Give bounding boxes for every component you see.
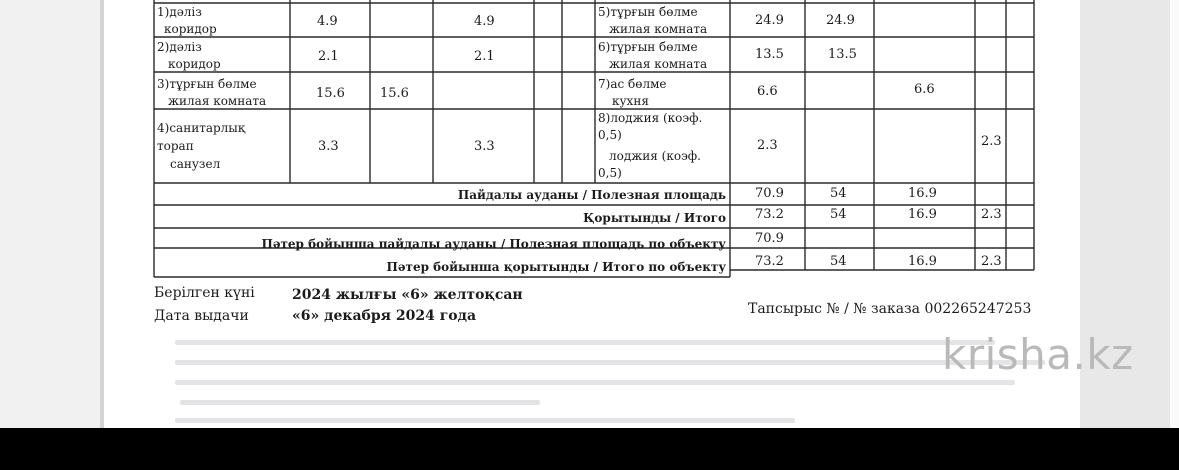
room-1-label-ru: коридор: [164, 22, 217, 36]
object-total-aux: 16.9: [908, 254, 937, 269]
room-4-total: 3.3: [318, 139, 339, 154]
room-3-label-kz: 3)тұрғын бөлме: [157, 77, 257, 91]
object-total-living: 54: [830, 254, 847, 269]
issued-date-value-kz: 2024 жылғы «6» желтоқсан: [292, 287, 523, 303]
useful-area-label: Пайдалы ауданы / Полезная площадь: [457, 188, 726, 202]
useful-area-total: 70.9: [755, 186, 784, 201]
room-4-label-kz-2: торап: [157, 139, 194, 153]
room-7-total: 6.6: [757, 84, 778, 99]
room-3-living: 15.6: [380, 86, 409, 101]
room-7-label-kz: 7)ас бөлме: [598, 77, 667, 91]
total-label: Қорытынды / Итого: [583, 211, 726, 225]
room-8-label-kz: 8)лоджия (коэф.: [598, 111, 703, 125]
issued-date-value-ru: «6» декабря 2024 года: [292, 308, 477, 324]
room-1-total: 4.9: [317, 14, 338, 29]
room-7-label-ru: кухня: [612, 94, 649, 108]
room-5-label-kz: 5)тұрғын бөлме: [598, 5, 698, 19]
object-useful-area-total: 70.9: [755, 231, 784, 246]
room-8-label-ru-2: 0,5): [598, 166, 622, 180]
useful-area-living: 54: [830, 186, 847, 201]
total-living: 54: [830, 207, 847, 222]
site-watermark: krisha.kz: [942, 330, 1134, 379]
room-1-label-kz: 1)дәліз: [157, 5, 202, 19]
issued-date-label-kz: Берілген күні: [154, 285, 255, 301]
useful-area-aux: 16.9: [908, 186, 937, 201]
room-5-label-ru: жилая комната: [609, 22, 708, 36]
object-total-total: 73.2: [755, 254, 784, 269]
room-2-label-ru: коридор: [168, 57, 221, 71]
room-7-aux: 6.6: [914, 82, 935, 97]
object-total-label: Пәтер бойынша қорытынды / Итого по объекту: [386, 260, 726, 274]
order-number: Тапсырыс № / № заказа 002265247253: [748, 301, 1032, 317]
room-6-label-kz: 6)тұрғын бөлме: [598, 40, 698, 54]
room-4-label-kz: 4)санитарлық: [157, 121, 246, 135]
room-8-label-ru: лоджия (коэф.: [609, 149, 701, 163]
room-8-label-kz-2: 0,5): [598, 128, 622, 142]
room-4-label-ru: санузел: [170, 157, 221, 171]
room-1-aux: 4.9: [474, 14, 495, 29]
room-8-loggia: 2.3: [981, 134, 1002, 149]
room-3-total: 15.6: [316, 86, 345, 101]
room-5-living: 24.9: [826, 13, 855, 28]
object-useful-area-label: Пәтер бойынша пайдалы ауданы / Полезная площадь по объекту: [261, 237, 726, 251]
issued-date-label-ru: Дата выдачи: [154, 308, 249, 324]
room-2-aux: 2.1: [474, 49, 495, 64]
room-3-label-ru: жилая комната: [168, 94, 267, 108]
room-4-aux: 3.3: [474, 139, 495, 154]
object-total-loggia: 2.3: [981, 254, 1002, 269]
total-aux: 16.9: [908, 207, 937, 222]
room-2-label-kz: 2)дәліз: [157, 40, 202, 54]
room-5-total: 24.9: [755, 13, 784, 28]
room-6-living: 13.5: [828, 47, 857, 62]
room-2-total: 2.1: [318, 49, 339, 64]
room-6-label-ru: жилая комната: [609, 57, 708, 71]
room-8-total: 2.3: [757, 138, 778, 153]
total-total: 73.2: [755, 207, 784, 222]
total-loggia: 2.3: [981, 207, 1002, 222]
room-6-total: 13.5: [755, 47, 784, 62]
